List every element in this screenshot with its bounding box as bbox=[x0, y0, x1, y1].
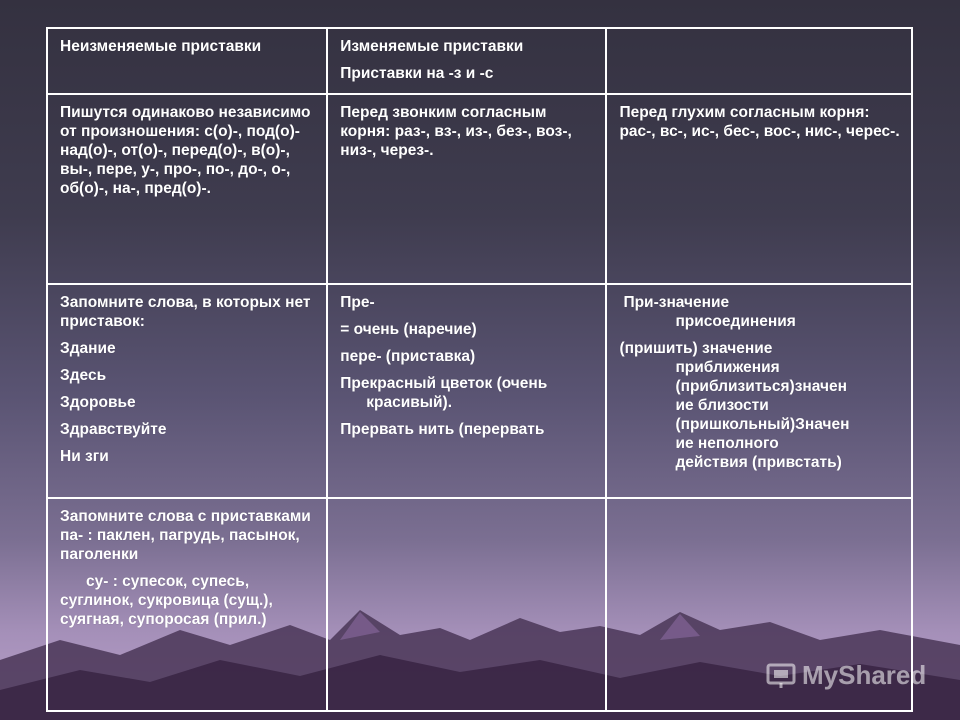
presentation-icon bbox=[766, 661, 796, 689]
su-prefix-words: суглинок, сукровица (сущ.), bbox=[60, 592, 273, 609]
pa-prefix-words: Запомните слова с приставками па- : паклен, пагрудь, пасынок, паголенки bbox=[60, 508, 311, 563]
header-cell-empty bbox=[606, 28, 912, 94]
watermark-text: MyShared bbox=[802, 659, 927, 690]
cell-voiceless-rule bbox=[606, 94, 912, 284]
cell-pri-prefix bbox=[606, 284, 912, 498]
cell-empty bbox=[327, 498, 606, 711]
pre-line: Пре- bbox=[340, 294, 375, 311]
pri-line: действия (привстать) bbox=[675, 454, 842, 471]
header-unchangeable-prefixes: Неизменяемые приставки bbox=[60, 38, 262, 55]
header-cell-unchangeable bbox=[47, 28, 327, 94]
table-row bbox=[47, 28, 912, 94]
table-row bbox=[47, 284, 912, 498]
voiceless-consonant-rule: Перед глухим согласным корня: рас-, вс-, ис-, бес-, вос-, нис-, черес-. bbox=[619, 104, 900, 140]
pri-title: При-значение bbox=[623, 294, 730, 311]
cell-pre-prefix bbox=[327, 284, 606, 498]
pri-line: (приблизиться)значен bbox=[675, 378, 847, 395]
su-prefix-words: су- : супесок, супесь, bbox=[86, 573, 250, 590]
word-item: Здравствуйте bbox=[60, 421, 167, 438]
cell-pa-su-prefixes bbox=[47, 498, 327, 711]
word-item: Ни зги bbox=[60, 448, 109, 465]
header-z-s-prefixes: Приставки на -з и -с bbox=[340, 65, 494, 82]
no-prefix-title: Запомните слова, в которых нет приставок: bbox=[60, 294, 311, 330]
word-item: Здание bbox=[60, 340, 116, 357]
myshared-watermark bbox=[766, 660, 926, 690]
pre-line: = очень (наречие) bbox=[340, 321, 477, 338]
cell-no-prefix-words bbox=[47, 284, 327, 498]
pri-title: присоединения bbox=[675, 313, 796, 330]
pre-line: Прервать нить (перервать bbox=[340, 421, 545, 438]
header-changeable-prefixes: Изменяемые приставки bbox=[340, 38, 524, 55]
pri-line: (пришкольный)Значен bbox=[675, 416, 850, 433]
pri-line: ие неполного bbox=[675, 435, 779, 452]
pri-line: (пришить) значение bbox=[619, 340, 773, 357]
voiced-consonant-rule: Перед звонким согласным корня: раз-, вз-, из-, без-, воз-, низ-, через-. bbox=[340, 104, 572, 159]
word-item: Здоровье bbox=[60, 394, 136, 411]
cell-unchangeable-rule bbox=[47, 94, 327, 284]
pri-line: ие близости bbox=[675, 397, 769, 414]
su-prefix-words: суягная, супоросая (прил.) bbox=[60, 611, 267, 628]
table-row bbox=[47, 94, 912, 284]
pri-line: приближения bbox=[675, 359, 780, 376]
pre-line: красивый). bbox=[366, 394, 453, 411]
pre-line: пере- (приставка) bbox=[340, 348, 476, 365]
cell-voiced-rule bbox=[327, 94, 606, 284]
word-item: Здесь bbox=[60, 367, 107, 384]
prefix-rules-table bbox=[46, 27, 913, 712]
header-cell-changeable bbox=[327, 28, 606, 94]
pre-line: Прекрасный цветок (очень bbox=[340, 375, 548, 392]
unchangeable-rule-text: Пишутся одинаково независимо от произношения: с(о)-, под(о)- над(о)-, от(о)-, перед(о)-, в(о)-, вы-, пере, у-, про-, по-, до-, о-, об(о)-, на-, пред(о)-. bbox=[60, 104, 311, 197]
